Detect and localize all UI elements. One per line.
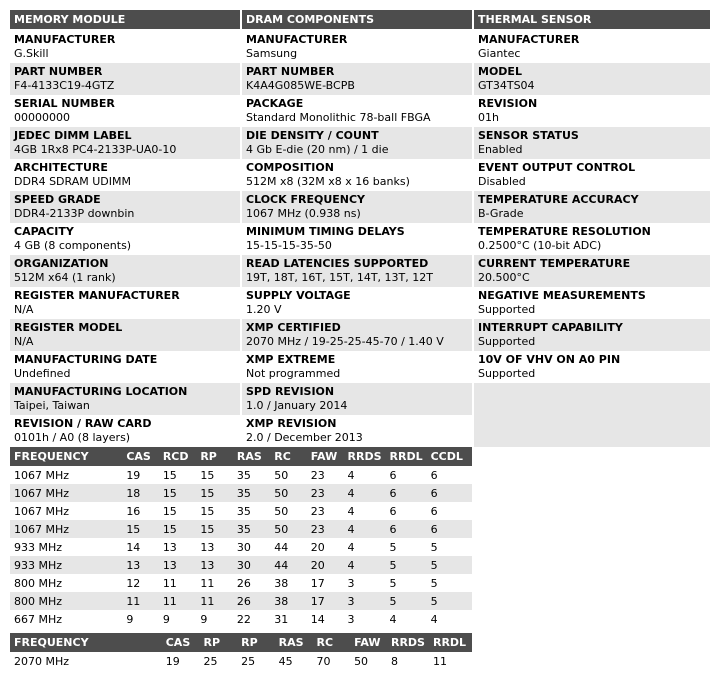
table-cell: 5 (389, 576, 397, 590)
info-field (242, 287, 472, 319)
field-value: 4GB 1Rx8 PC4-2133P-UA0-10 (14, 143, 177, 156)
table-cell: 11 (162, 576, 177, 590)
table-cell: 3 (344, 592, 386, 610)
table-cell: 50 (274, 504, 289, 518)
table-cell: 19 (126, 468, 141, 482)
table-cell: 15 (200, 468, 215, 482)
memory-module-column (10, 10, 240, 447)
table-cell: 26 (233, 592, 270, 610)
table-cell: 23 (307, 484, 344, 502)
table-cell: 15 (159, 484, 197, 502)
table-cell: 13 (122, 556, 159, 574)
table-cell: 3 (347, 576, 355, 590)
field-value: GT34TS04 (478, 79, 535, 92)
info-field (242, 351, 472, 383)
table-cell: 14 (126, 540, 141, 554)
table-cell: 4 (347, 504, 355, 518)
info-field (242, 415, 472, 447)
table-cell: 11 (122, 592, 159, 610)
info-field (474, 319, 710, 351)
table-cell: 5 (430, 540, 438, 554)
table-cell: 12 (126, 576, 141, 590)
field-value: Standard Monolithic 78-ball FBGA (246, 111, 431, 124)
table-cell: 38 (270, 592, 307, 610)
field-value: Enabled (478, 143, 523, 156)
info-field (474, 31, 710, 63)
table-cell: 4 (344, 520, 386, 538)
table-cell: 38 (274, 576, 289, 590)
field-label: TEMPERATURE ACCURACY (478, 193, 639, 206)
field-value: 512M x64 (1 rank) (14, 271, 116, 284)
field-value: 01h (478, 111, 499, 124)
table-row (10, 652, 472, 670)
table-cell: 5 (389, 540, 397, 554)
table-cell: 44 (270, 556, 307, 574)
field-value: DDR4 SDRAM UDIMM (14, 175, 131, 188)
field-label: SUPPLY VOLTAGE (246, 289, 351, 302)
table-cell: 16 (126, 504, 141, 518)
info-field (10, 383, 240, 415)
table-cell: 6 (430, 468, 438, 482)
field-label: SENSOR STATUS (478, 129, 579, 142)
table-cell: 44 (274, 540, 289, 554)
field-label: PART NUMBER (14, 65, 103, 78)
thermal-sensor-header: THERMAL SENSOR (474, 10, 710, 29)
table-cell: 50 (354, 654, 369, 668)
table-cell: 6 (427, 484, 472, 502)
table-cell: 50 (270, 484, 307, 502)
table-cell: 17 (307, 592, 344, 610)
field-label: CURRENT TEMPERATURE (478, 257, 631, 270)
field-value: DDR4-2133P downbin (14, 207, 135, 220)
field-label: NEGATIVE MEASUREMENTS (478, 289, 646, 302)
table-cell: 22 (236, 612, 251, 626)
field-label: COMPOSITION (246, 161, 334, 174)
table-cell: 19 (165, 654, 180, 668)
table-cell: 15 (162, 468, 177, 482)
field-label: PART NUMBER (246, 65, 335, 78)
info-field (10, 351, 240, 383)
column-header: RRDS (344, 447, 386, 466)
field-value: Not programmed (246, 367, 341, 380)
thermal-sensor-column (474, 10, 710, 447)
table-cell: 70 (316, 654, 331, 668)
table-cell: 4 (344, 484, 386, 502)
table-cell: 45 (278, 654, 293, 668)
info-field (242, 127, 472, 159)
column-header: RC (270, 447, 307, 466)
table-cell: 1067 MHz (10, 484, 122, 502)
table-cell: 15 (122, 520, 159, 538)
table-cell: 933 MHz (10, 556, 122, 574)
table-cell: 6 (389, 504, 397, 518)
table-cell: 30 (236, 540, 251, 554)
table-cell: 35 (233, 520, 270, 538)
table-cell: 13 (200, 540, 215, 554)
table-cell: 5 (430, 576, 438, 590)
jedec-header-row (10, 447, 472, 466)
table-cell: 20 (310, 540, 325, 554)
field-value: 1.0 / January 2014 (246, 399, 348, 412)
table-cell: 3 (347, 612, 355, 626)
field-label: ARCHITECTURE (14, 161, 108, 174)
spd-report (10, 10, 710, 670)
field-value: F4-4133C19-4GTZ (14, 79, 115, 92)
field-label: READ LATENCIES SUPPORTED (246, 257, 429, 270)
field-label: INTERRUPT CAPABILITY (478, 321, 623, 334)
table-cell: 15 (200, 504, 215, 518)
column-header: FREQUENCY (10, 447, 122, 466)
info-field (10, 159, 240, 191)
field-value: 4 Gb E-die (20 nm) / 1 die (246, 143, 389, 156)
field-label: MANUFACTURING LOCATION (14, 385, 188, 398)
table-cell: 667 MHz (14, 612, 63, 626)
column-header: RP (200, 633, 238, 652)
info-field (242, 383, 472, 415)
field-label: SPD REVISION (246, 385, 335, 398)
table-cell: 15 (162, 504, 177, 518)
table-cell: 20 (307, 556, 344, 574)
column-header: RP (237, 633, 275, 652)
info-field (474, 159, 710, 191)
field-value: G.Skill (14, 47, 49, 60)
field-label: XMP REVISION (246, 417, 337, 430)
field-label: 10V OF VHV ON A0 PIN (478, 353, 621, 366)
field-label: CAPACITY (14, 225, 74, 238)
jedec-timing-table (10, 447, 472, 628)
field-label: PACKAGE (246, 97, 304, 110)
field-value: 4 GB (8 components) (14, 239, 132, 252)
field-value: 19T, 18T, 16T, 15T, 14T, 13T, 12T (246, 271, 433, 284)
memory-module-header: MEMORY MODULE (10, 10, 240, 29)
table-cell: 23 (307, 520, 344, 538)
field-value: 1.20 V (246, 303, 282, 316)
field-label: MODEL (478, 65, 522, 78)
field-label: MINIMUM TIMING DELAYS (246, 225, 405, 238)
table-cell: 11 (159, 592, 197, 610)
info-field (474, 351, 710, 383)
table-cell: 35 (236, 504, 251, 518)
info-field (10, 191, 240, 223)
info-field (474, 127, 710, 159)
table-cell: 25 (241, 654, 256, 668)
table-cell: 1067 MHz (14, 468, 70, 482)
column-header: RP (196, 447, 233, 466)
field-value: N/A (14, 303, 34, 316)
field-label: JEDEC DIMM LABEL (14, 129, 132, 142)
table-cell: 13 (159, 556, 197, 574)
table-row (10, 556, 472, 574)
dram-components-header: DRAM COMPONENTS (242, 10, 472, 29)
info-field (242, 159, 472, 191)
table-cell: 5 (427, 556, 472, 574)
field-value: 2.0 / December 2013 (246, 431, 363, 444)
field-value: 20.500°C (478, 271, 530, 284)
info-field (10, 319, 240, 351)
field-value: 512M x8 (32M x8 x 16 banks) (246, 175, 410, 188)
table-row (10, 610, 472, 628)
field-label: ORGANIZATION (14, 257, 109, 270)
info-field (474, 223, 710, 255)
table-cell: 8 (390, 654, 398, 668)
column-header: CCDL (427, 447, 472, 466)
table-cell: 11 (200, 576, 215, 590)
field-value: Disabled (478, 175, 526, 188)
table-cell: 9 (200, 612, 208, 626)
field-value: N/A (14, 335, 34, 348)
field-value: 2070 MHz / 19-25-25-45-70 / 1.40 V (246, 335, 444, 348)
field-label: EVENT OUTPUT CONTROL (478, 161, 636, 174)
table-cell: 30 (233, 556, 270, 574)
table-cell: 50 (270, 520, 307, 538)
table-cell: 933 MHz (14, 540, 63, 554)
field-label: XMP CERTIFIED (246, 321, 341, 334)
table-cell: 4 (347, 468, 355, 482)
table-row (10, 574, 472, 592)
field-value: Taipei, Taiwan (14, 399, 90, 412)
column-header: RAS (275, 633, 313, 652)
column-header: RRDL (386, 447, 427, 466)
field-label: MANUFACTURING DATE (14, 353, 158, 366)
field-value: 0101h / A0 (8 layers) (14, 431, 131, 444)
info-field (242, 31, 472, 63)
info-field (242, 319, 472, 351)
info-field (242, 255, 472, 287)
info-field (474, 191, 710, 223)
info-columns (10, 10, 710, 447)
info-field (10, 287, 240, 319)
info-field (474, 255, 710, 287)
table-cell: 31 (274, 612, 289, 626)
column-header: CAS (122, 447, 159, 466)
table-cell: 2070 MHz (14, 654, 70, 668)
info-field (242, 95, 472, 127)
table-cell: 11 (196, 592, 233, 610)
table-cell: 4 (389, 612, 397, 626)
column-header: RC (313, 633, 351, 652)
field-value: 15-15-15-35-50 (246, 239, 332, 252)
table-cell: 6 (427, 520, 472, 538)
field-label: REVISION / RAW CARD (14, 417, 152, 430)
table-cell: 5 (386, 556, 427, 574)
table-row (10, 592, 472, 610)
field-value: 1067 MHz (0.938 ns) (246, 207, 361, 220)
table-cell: 23 (310, 468, 325, 482)
table-cell: 13 (162, 540, 177, 554)
table-cell: 23 (310, 504, 325, 518)
field-value: Supported (478, 367, 536, 380)
table-cell: 800 MHz (10, 592, 122, 610)
xmp-header-row (10, 633, 472, 652)
field-value: Supported (478, 303, 536, 316)
info-field (10, 95, 240, 127)
info-field (242, 223, 472, 255)
field-label: SERIAL NUMBER (14, 97, 115, 110)
field-value: B-Grade (478, 207, 524, 220)
table-cell: 9 (162, 612, 170, 626)
table-cell: 17 (310, 576, 325, 590)
field-label: MANUFACTURER (246, 33, 348, 46)
column-header: FAW (307, 447, 344, 466)
table-cell: 15 (159, 520, 197, 538)
empty-cell (474, 383, 710, 447)
info-field (242, 63, 472, 95)
table-row (10, 466, 472, 484)
info-field (10, 63, 240, 95)
table-row (10, 502, 472, 520)
field-label: REVISION (478, 97, 538, 110)
field-label: REGISTER MANUFACTURER (14, 289, 180, 302)
table-row (10, 538, 472, 556)
column-header: FREQUENCY (10, 633, 162, 652)
field-label: MANUFACTURER (478, 33, 580, 46)
field-label: REGISTER MODEL (14, 321, 123, 334)
table-row (10, 520, 472, 538)
table-cell: 26 (236, 576, 251, 590)
field-label: CLOCK FREQUENCY (246, 193, 366, 206)
table-cell: 14 (310, 612, 325, 626)
table-cell: 25 (203, 654, 218, 668)
xmp-timing-table (10, 633, 472, 670)
table-cell: 6 (430, 504, 438, 518)
info-field (10, 31, 240, 63)
table-cell: 6 (386, 520, 427, 538)
table-row (10, 484, 472, 502)
table-cell: 18 (122, 484, 159, 502)
table-cell: 9 (126, 612, 134, 626)
info-field (474, 287, 710, 319)
info-field (10, 223, 240, 255)
dram-components-column (242, 10, 472, 447)
column-header: RRDS (387, 633, 429, 652)
table-cell: 13 (196, 556, 233, 574)
table-cell: 1067 MHz (10, 520, 122, 538)
table-cell: 35 (236, 468, 251, 482)
field-value: Supported (478, 335, 536, 348)
table-cell: 15 (196, 520, 233, 538)
column-header: FAW (350, 633, 387, 652)
field-label: XMP EXTREME (246, 353, 336, 366)
field-value: 0.2500°C (10-bit ADC) (478, 239, 602, 252)
table-cell: 4 (344, 556, 386, 574)
field-value: Samsung (246, 47, 298, 60)
table-cell: 15 (196, 484, 233, 502)
column-header: CAS (162, 633, 200, 652)
field-value: Giantec (478, 47, 521, 60)
table-cell: 5 (427, 592, 472, 610)
column-header: RAS (233, 447, 270, 466)
field-label: TEMPERATURE RESOLUTION (478, 225, 651, 238)
field-value: Undefined (14, 367, 71, 380)
table-cell: 800 MHz (14, 576, 63, 590)
table-cell: 6 (386, 484, 427, 502)
field-label: MANUFACTURER (14, 33, 116, 46)
column-header: RCD (159, 447, 197, 466)
column-header: RRDL (429, 633, 472, 652)
info-field (474, 63, 710, 95)
table-cell: 4 (430, 612, 438, 626)
table-cell: 5 (386, 592, 427, 610)
info-field (474, 95, 710, 127)
table-cell: 11 (432, 654, 447, 668)
field-label: DIE DENSITY / COUNT (246, 129, 379, 142)
info-field (10, 127, 240, 159)
field-value: 00000000 (14, 111, 70, 124)
info-field (242, 191, 472, 223)
field-label: SPEED GRADE (14, 193, 101, 206)
table-cell: 4 (347, 540, 355, 554)
table-cell: 1067 MHz (14, 504, 70, 518)
table-cell: 35 (233, 484, 270, 502)
table-cell: 6 (389, 468, 397, 482)
info-field (10, 255, 240, 287)
info-field (10, 415, 240, 447)
field-value: K4A4G085WE-BCPB (246, 79, 355, 92)
table-cell: 50 (274, 468, 289, 482)
